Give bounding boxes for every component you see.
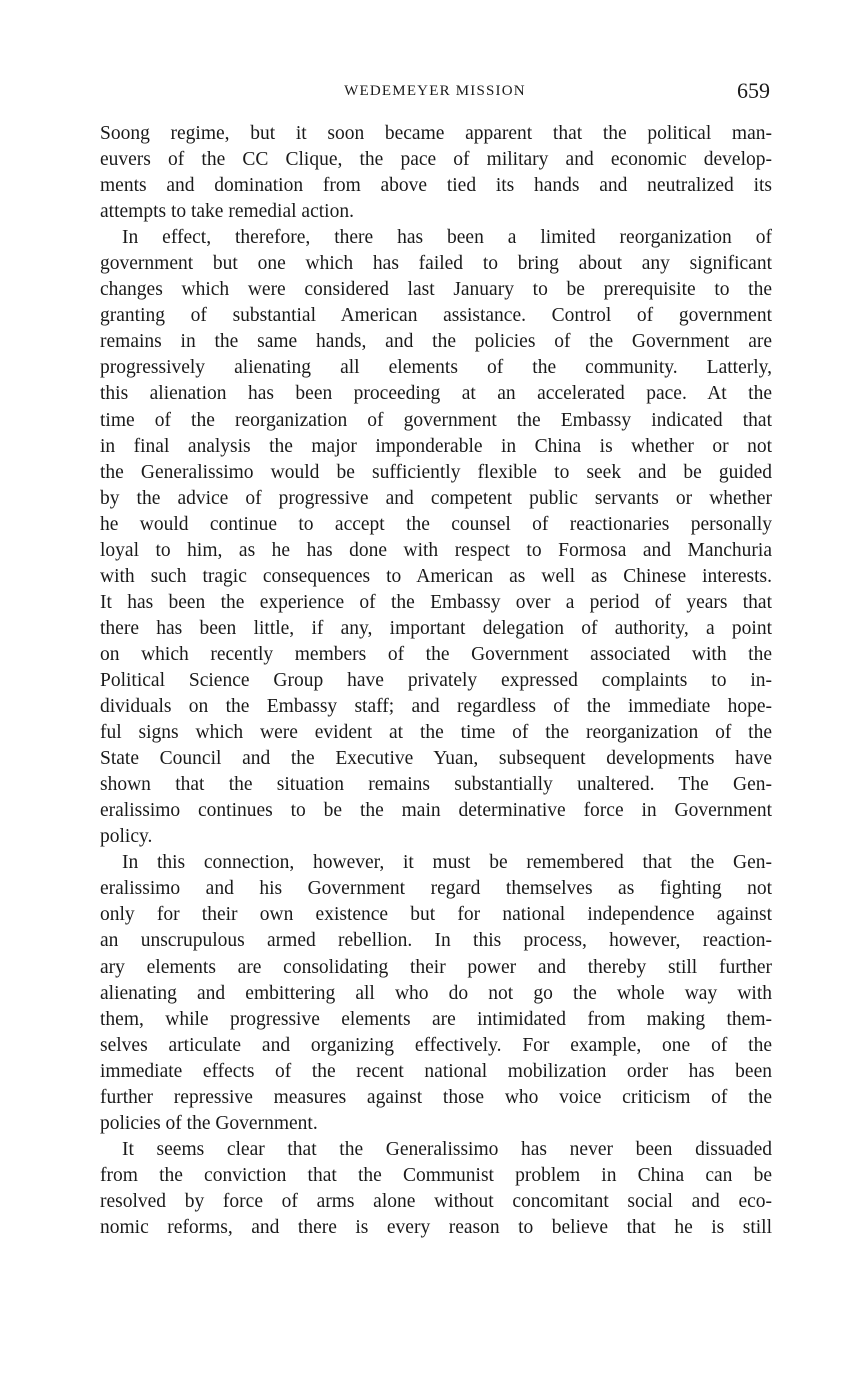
running-head bbox=[100, 78, 770, 106]
text-line: It has been the experience of the Embassy over a period of years that bbox=[100, 591, 772, 613]
text-line: progressively alienating all elements of the community. Latterly, bbox=[100, 357, 772, 379]
text-line: loyal to him, as he has done with respect to Formosa and Manchuria bbox=[100, 539, 772, 561]
text-line: government but one which has failed to bring about any significant bbox=[100, 253, 772, 275]
text-line: alienating and embittering all who do not go the whole way with bbox=[100, 982, 772, 1004]
text-line: In effect, therefore, there has been a limited reorganization of bbox=[122, 227, 772, 249]
paragraph bbox=[100, 121, 772, 225]
running-title: WEDEMEYER MISSION bbox=[344, 83, 526, 99]
page-number: 659 bbox=[737, 78, 770, 103]
text-line: State Council and the Executive Yuan, subsequent developments have bbox=[100, 748, 772, 770]
body-text bbox=[100, 121, 772, 1241]
text-line: ful signs which were evident at the time of the reorganization of the bbox=[100, 722, 772, 744]
text-line: policies of the Government. bbox=[100, 1112, 318, 1134]
text-line: he would continue to accept the counsel of reactionaries personally bbox=[100, 513, 772, 535]
text-line: eralissimo continues to be the main determinative force in Government bbox=[100, 800, 772, 822]
text-line: time of the reorganization of government the Embassy indicated that bbox=[100, 409, 772, 431]
text-line: immediate effects of the recent national mobilization order has been bbox=[100, 1060, 772, 1082]
text-line: attempts to take remedial action. bbox=[100, 201, 354, 223]
text-line: this alienation has been proceeding at an accelerated pace. At the bbox=[100, 383, 772, 405]
text-line: remains in the same hands, and the policies of the Government are bbox=[100, 331, 772, 353]
text-line: only for their own existence but for national independence against bbox=[100, 904, 772, 926]
text-line: It seems clear that the Generalissimo has never been dissuaded bbox=[122, 1138, 772, 1160]
text-line: them, while progressive elements are intimidated from making them- bbox=[100, 1008, 772, 1030]
paragraph bbox=[100, 850, 772, 1137]
text-line: policy. bbox=[100, 826, 153, 848]
text-line: the Generalissimo would be sufficiently flexible to seek and be guided bbox=[100, 461, 772, 483]
text-line: shown that the situation remains substantially unaltered. The Gen- bbox=[100, 774, 772, 796]
paragraph bbox=[100, 225, 772, 850]
text-line: euvers of the CC Clique, the pace of military and economic develop- bbox=[100, 149, 772, 171]
text-line: selves articulate and organizing effectively. For example, one of the bbox=[100, 1034, 772, 1056]
text-line: nomic reforms, and there is every reason to believe that he is still bbox=[100, 1216, 772, 1238]
text-line: in final analysis the major imponderable in China is whether or not bbox=[100, 435, 772, 457]
text-line: there has been little, if any, important delegation of authority, a point bbox=[100, 617, 772, 639]
text-line: eralissimo and his Government regard themselves as fighting not bbox=[100, 878, 772, 900]
text-line: ments and domination from above tied its hands and neutralized its bbox=[100, 175, 772, 197]
text-line: In this connection, however, it must be remembered that the Gen- bbox=[122, 852, 772, 874]
text-line: further repressive measures against those who voice criticism of the bbox=[100, 1086, 772, 1108]
text-line: from the conviction that the Communist problem in China can be bbox=[100, 1164, 772, 1186]
text-line: resolved by force of arms alone without concomitant social and eco- bbox=[100, 1190, 772, 1212]
text-line: Soong regime, but it soon became apparent that the political man- bbox=[100, 123, 772, 144]
text-line: by the advice of progressive and competent public servants or whether bbox=[100, 487, 772, 509]
text-line: granting of substantial American assistance. Control of government bbox=[100, 305, 772, 327]
text-line: on which recently members of the Government associated with the bbox=[100, 643, 772, 665]
paragraph bbox=[100, 1137, 772, 1241]
text-line: dividuals on the Embassy staff; and regardless of the immediate hope- bbox=[100, 696, 772, 718]
text-line: changes which were considered last January to be prerequisite to the bbox=[100, 279, 772, 301]
text-line: with such tragic consequences to American as well as Chinese interests. bbox=[100, 565, 772, 587]
text-line: an unscrupulous armed rebellion. In this process, however, reaction- bbox=[100, 930, 772, 952]
text-line: ary elements are consolidating their power and thereby still further bbox=[100, 956, 772, 978]
text-line: Political Science Group have privately expressed complaints to in- bbox=[100, 669, 772, 691]
